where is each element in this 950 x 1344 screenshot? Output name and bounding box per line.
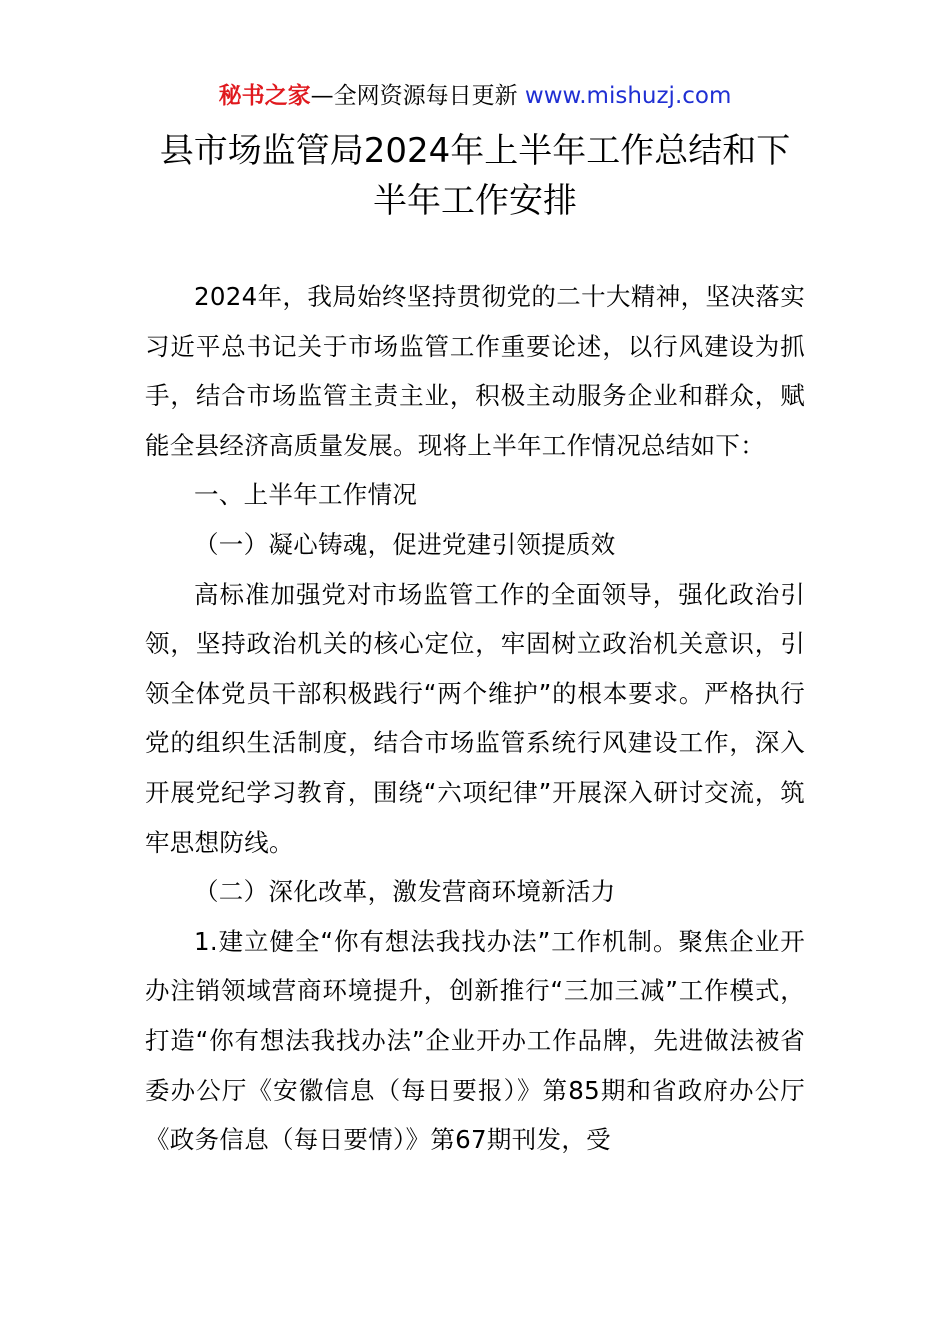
document-title: 县市场监管局2024年上半年工作总结和下半年工作安排 (159, 131, 791, 221)
site-header (0, 80, 950, 112)
subsection-heading-1: （一）凝心铸魂，促进党建引领提质效 (194, 529, 616, 559)
intro-paragraph: 2024年，我局始终坚持贯彻党的二十大精神，坚决落实习近平总书记关于市场监管工作重要论述，以行风建设为抓手，结合市场监管主责主业，积极主动服务企业和群众，赋能全县经济高质量发展。现将上半年工作情况总结如下： (145, 282, 805, 460)
subsection-heading-2: （二）深化改革，激发营商环境新活力 (194, 877, 616, 907)
body-paragraph-2: 1.建立健全“你有想法我找办法”工作机制。聚焦企业开办注销领域营商环境提升，创新推行“三加三减”工作模式，打造“你有想法我找办法”企业开办工作品牌，先进做法被省委办公厅《安徽信息（每日要报）》第85期和省政府办公厅《政务信息（每日要情）》第67期刊发，受 (145, 926, 805, 1155)
document-body (145, 272, 805, 1165)
site-url-link[interactable]: www.mishuzj.com (524, 83, 732, 109)
section-heading-1: 一、上半年工作情况 (194, 480, 418, 510)
body-paragraph-1: 高标准加强党对市场监管工作的全面领导，强化政治引领，坚持政治机关的核心定位，牢固树立政治机关意识，引领全体党员干部积极践行“两个维护”的根本要求。严格执行党的组织生活制度，结合市场监管系统行风建设工作，深入开展党纪学习教育，围绕“六项纪律”开展深入研讨交流，筑牢思想防线。 (145, 579, 805, 857)
site-tagline: —全网资源每日更新 (310, 83, 525, 109)
site-brand: 秘书之家 (218, 83, 311, 109)
